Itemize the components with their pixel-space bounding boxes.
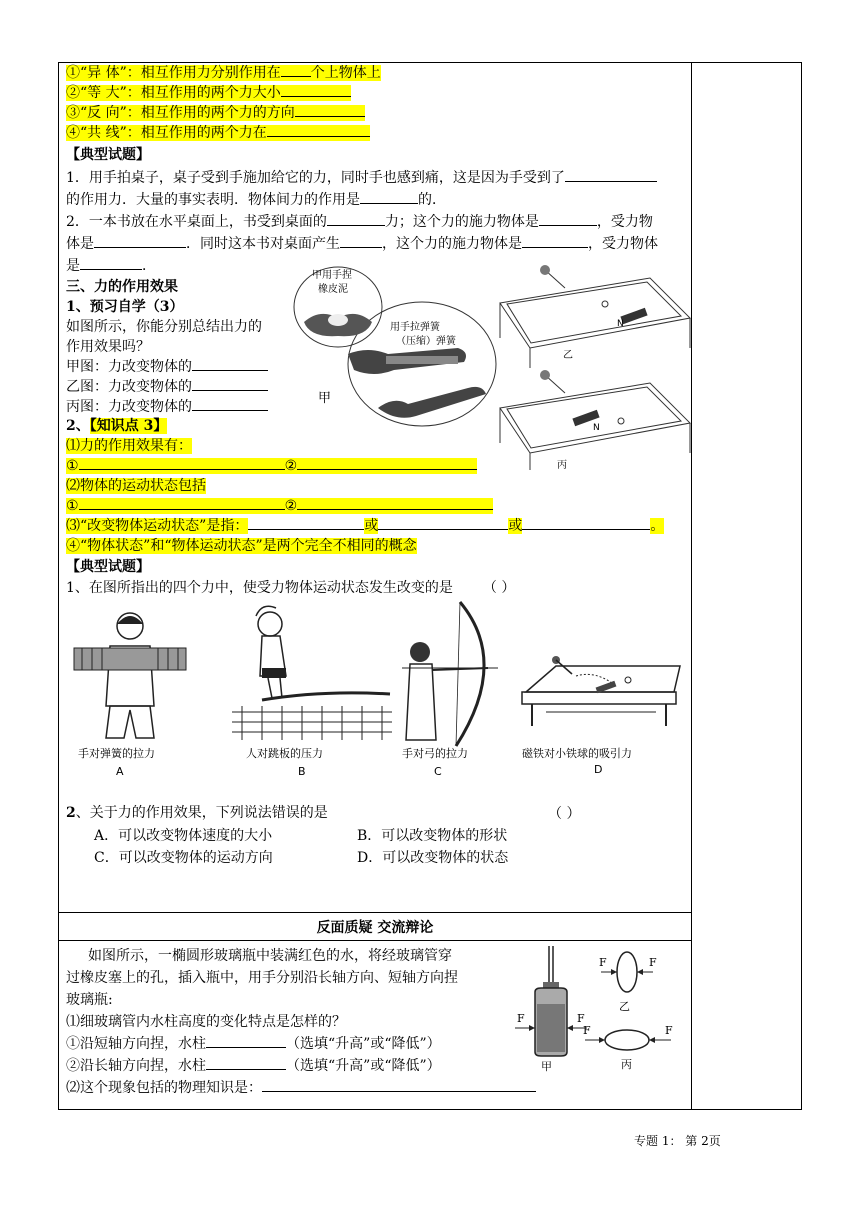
f-label: F [517, 1012, 525, 1025]
picture-b-letter: B [298, 765, 306, 778]
pinch-label: 甲用手捏 [312, 270, 352, 281]
debate-question-2: ⑵这个现象包括的物理知识是： [66, 1078, 536, 1098]
point-1: ①“异 体”：相互作用力分别作用在 个上物体上 [66, 65, 381, 81]
kp-change-motion: ⑶“改变物体运动状态”是指： 或 或 。 [66, 518, 665, 534]
q2-line3: 是 ． [66, 258, 156, 274]
f-label: F [649, 956, 657, 969]
fig-jia-label: 甲 [541, 1060, 552, 1073]
table-yi [500, 270, 690, 368]
fig-bing-label: 丙 [621, 1058, 632, 1071]
intro-line1: 如图所示，你能分别总结出力的 [66, 319, 262, 335]
spring-label-2: （压缩）弹簧 [396, 336, 456, 347]
section3-title: 三、力的作用效果 [66, 279, 178, 295]
q1-line2: 的作用力．大量的事实表明．物体间力的作用是 的． [66, 192, 446, 208]
picture-a-caption: 手对弹簧的拉力 [78, 747, 155, 760]
kp-motion-blanks: ① ② [66, 496, 493, 516]
point-2: ②“等 大”：相互作用的两个力大小 [66, 83, 351, 103]
kp-motion-state: ⑵物体的运动状态包括 [66, 478, 206, 494]
intro-line2: 作用效果吗？ [66, 339, 150, 355]
page-footer: 专题 1： 第 2页 [634, 1134, 721, 1148]
picture-b-caption: 人对跳板的压力 [246, 747, 323, 760]
picture-c-letter: C [434, 765, 442, 778]
table-figure [495, 258, 695, 473]
option-d: D．可以改变物体的状态 [357, 850, 509, 866]
yi-line: 乙图：力改变物体的 [66, 377, 268, 397]
hands-figure [290, 262, 510, 432]
debate-title: 反面质疑 交流辩论 [316, 920, 434, 936]
picture-a-spring [70, 606, 190, 741]
table-column-divider [691, 62, 692, 1110]
picture-c-bow [398, 598, 508, 748]
picture-a-letter: A [116, 765, 124, 778]
kp-concept-note: ④“物体状态”和“物体运动状态”是两个完全不相同的概念 [66, 538, 417, 554]
debate-para-line3: 玻璃瓶: [66, 992, 113, 1008]
typical-questions-heading-2: 【典型试题】 [66, 559, 150, 575]
pinch-label-2: 橡皮泥 [318, 284, 348, 295]
preview-heading: 1、预习自学（3） [66, 299, 184, 315]
kp-effects: ⑴力的作用效果有： [66, 438, 192, 454]
question-force-effects: 2、关于力的作用效果，下列说法错误的是 [66, 805, 328, 821]
question-four-forces: 1、在图所指出的四个力中，使受力物体运动状态发生改变的是 （ ） [66, 580, 516, 596]
bing-line: 丙图：力改变物体的 [66, 397, 268, 417]
q1-line1: 1．用手拍桌子，桌子受到手施加给它的力，同时手也感到痛，这是因为手受到了 [66, 168, 657, 188]
option-b: B．可以改变物体的形状 [357, 828, 508, 844]
f-label: F [665, 1024, 673, 1037]
kp-effects-blanks: ① ② [66, 456, 477, 476]
typical-questions-heading: 【典型试题】 [66, 147, 150, 163]
point-4: ④“共 线”：相互作用的两个力在 [66, 123, 370, 143]
fig-bing-label: 丙 [557, 460, 567, 471]
fig-jia-label: 甲 [318, 391, 332, 406]
debate-answer-1: ①沿短轴方向捏，水柱 （选填“升高”或“降低”） [66, 1036, 441, 1052]
picture-d-magnet [516, 650, 686, 730]
picture-d-letter: D [594, 763, 603, 776]
table-row-divider [58, 940, 692, 941]
f-label: F [583, 1024, 591, 1037]
option-a: A．可以改变物体速度的大小 [94, 828, 273, 844]
debate-para-line2: 过橡皮塞上的孔，插入瓶中，用手分别沿长轴方向、短轴方向捏 [66, 970, 458, 986]
magnet-n-label: N [593, 423, 600, 433]
f-label: F [599, 956, 607, 969]
debate-question-1: ⑴细玻璃管内水柱高度的变化特点是怎样的？ [66, 1014, 346, 1030]
picture-c-caption: 手对弓的拉力 [402, 747, 468, 760]
q2-line1: 2．一本书放在水平桌面上，书受到桌面的 力；这个力的施力物体是 ，受力物 [66, 214, 653, 230]
picture-b-diving-board [232, 602, 392, 742]
table-row-divider [58, 912, 692, 913]
f-label: F [577, 1012, 585, 1025]
debate-answer-2: ②沿长轴方向捏，水柱 （选填“升高”或“降低”） [66, 1058, 441, 1074]
magnet-n-label: N [617, 319, 624, 329]
question-force-effects-paren: （ ） [548, 806, 581, 822]
fig-yi-label: 乙 [563, 350, 573, 361]
option-c: C．可以改变物体的运动方向 [94, 850, 273, 866]
jia-line: 甲图：力改变物体的 [66, 357, 268, 377]
picture-d-caption: 磁铁对小铁球的吸引力 [522, 747, 632, 760]
debate-para-line1: 如图所示，一椭圆形玻璃瓶中装满红色的水，将经玻璃管穿 [88, 948, 452, 964]
knowledge-point-heading: 2、【知识点 3】 [66, 418, 168, 434]
fig-yi-label: 乙 [619, 1000, 630, 1013]
point-3: ③“反 向”：相互作用的两个力的方向 [66, 103, 365, 123]
spring-label: 用手拉弹簧 [390, 322, 440, 333]
q2-line2: 体是 ．同时这本书对桌面产生 ，这个力的施力物体是 ，受力物体 [66, 236, 658, 252]
bottle-figure [505, 944, 685, 1074]
